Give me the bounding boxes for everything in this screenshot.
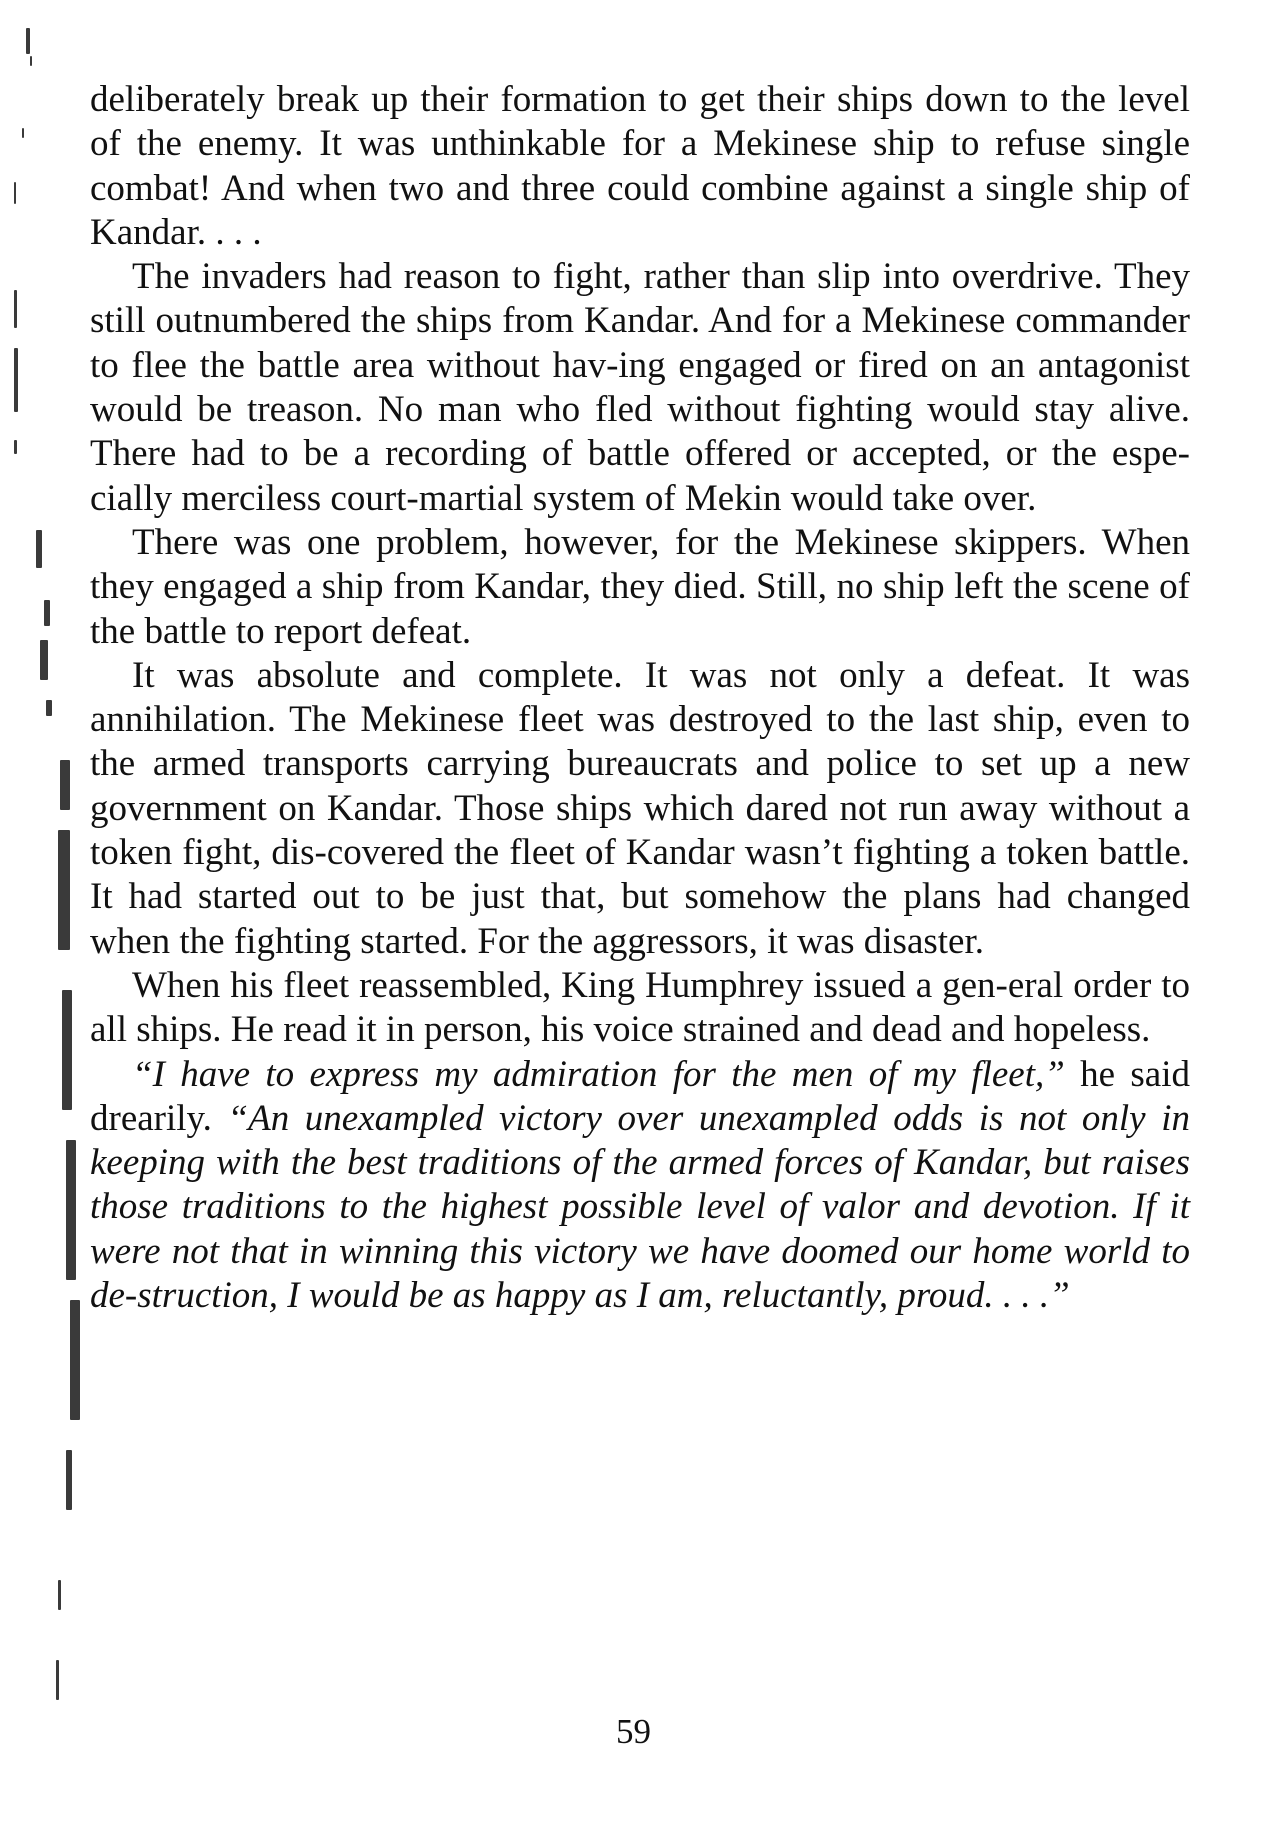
paragraph-2: The invaders had reason to fight, rather than slip into overdrive. They still outnumbered the ships from Kandar. And for a Mekinese commander to flee the battle area without hav-ing engaged or fired on an antagonist would be treason. No man who fled without fighting would stay alive. There had to be a recording of battle offered or accepted, or the espe-cially merciless court-martial system of Mekin would take over. — [90, 256, 1190, 519]
paragraph-3: There was one problem, however, for the Mekinese skippers. When they engaged a ship from Kandar, they died. Still, no ship left the scene of the battle to report defeat. — [90, 521, 1190, 652]
page-number: 59 — [616, 1712, 651, 1751]
scanned-gutter-edge — [0, 0, 80, 1831]
body-text — [90, 78, 1190, 1318]
quote-part-2: “An unexampled victory over unexampled odds is not only in keeping with the best traditions of the armed forces of Kandar, but raises those traditions to the highest possible level of valor and devotion. If it were not that in winning this victory we have doomed our home world to de-struction, I would be as happy as I am, reluctantly, proud. . . .” — [90, 1097, 1190, 1317]
quote-attribution: he said drearily. — [90, 1053, 1190, 1139]
quote-part-1: “I have to express my admiration for the men of my fleet,” — [132, 1053, 1065, 1095]
paragraph-5: When his fleet reassembled, King Humphrey issued a gen-eral order to all ships. He read it in person, his voice strained and dead and hopeless. — [90, 964, 1190, 1051]
paragraph-1: deliberately break up their formation to get their ships down to the level of the enemy. It was unthinkable for a Mekinese ship to refuse single combat! And when two and three could combine against a single ship of Kandar. . . . — [90, 79, 1190, 253]
quote-paragraph — [90, 1053, 1190, 1319]
paragraph-4: It was absolute and complete. It was not only a defeat. It was annihilation. The Mekinese fleet was destroyed to the last ship, even to the armed transports carrying bureaucrats and police to set up a new government on Kandar. Those ships which dared not run away without a token fight, dis-covered the fleet of Kandar wasn’t fighting a token battle. It had started out to be just that, but somehow the plans had changed when the fighting started. For the aggressors, it was disaster. — [90, 654, 1190, 962]
